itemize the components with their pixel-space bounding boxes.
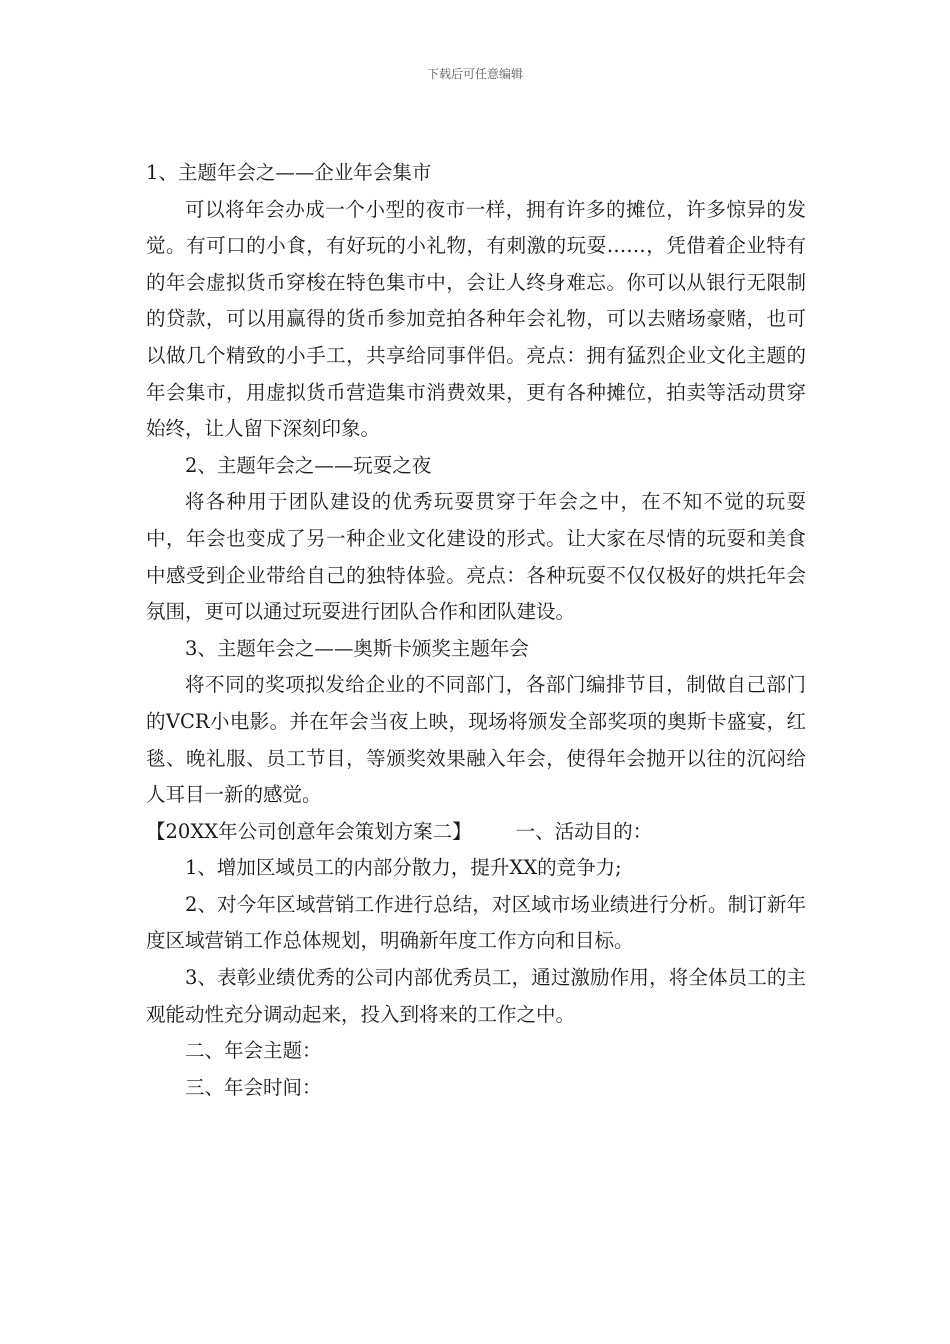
goal-3: 3、表彰业绩优秀的公司内部优秀员工，通过激励作用，将全体员工的主观能动性充分调动起来，投入到将来的工作之中。 bbox=[146, 966, 806, 1026]
goal-1: 1、增加区域员工的内部分散力，提升XX的竞争力; bbox=[185, 856, 622, 880]
section-1-paragraph: 可以将年会办成一个小型的夜市一样，拥有许多的摊位，许多惊异的发觉。有可口的小食，有好玩的小礼物，有刺激的玩耍……，凭借着企业特有的年会虚拟货币穿梭在特色集市中，会让人终身难忘。你可以从银行无限制的贷款，可以用赢得的货币参加竞拍各种年会礼物，可以去赌场豪赌，也可以做几个精致的小手工，共享给同事伴侣。亮点：拥有猛烈企业文化主题的年会集市，用虚拟货币营造集市消费效果，更有各种摊位，拍卖等活动贯穿始终，让人留下深刻印象。 bbox=[146, 197, 806, 441]
document-body bbox=[146, 155, 806, 1106]
time-heading: 三、年会时间： bbox=[185, 1075, 322, 1099]
section-3-paragraph: 将不同的奖项拟发给企业的不同部门，各部门编排节目，制做自己部门的VCR小电影。并在年会当夜上映，现场将颁发全部奖项的奥斯卡盛宴，红毯、晚礼服、员工节目，等颁奖效果融入年会，使得年会抛开以往的沉闷给人耳目一新的感觉。 bbox=[146, 673, 806, 807]
plan-two-line bbox=[146, 814, 806, 851]
section-1-heading: 1、主题年会之——企业年会集市 bbox=[146, 161, 432, 184]
section-2-heading: 2、主题年会之——玩耍之夜 bbox=[185, 453, 432, 477]
section-2-paragraph: 将各种用于团队建设的优秀玩耍贯穿于年会之中，在不知不觉的玩耍中，年会也变成了另一种企业文化建设的形式。让大家在尽情的玩耍和美食中感受到企业带给自己的独特体验。亮点：各种玩耍不仅仅极好的烘托年会氛围，更可以通过玩耍进行团队合作和团队建设。 bbox=[146, 490, 806, 624]
section-3-heading: 3、主题年会之——奥斯卡颁奖主题年会 bbox=[185, 636, 529, 660]
plan-two-title: 【20XX年公司创意年会策划方案二】 bbox=[146, 819, 472, 843]
goal-2: 2、对今年区域营销工作进行总结，对区域市场业绩进行分析。制订新年度区域营销工作总体规划，明确新年度工作方向和目标。 bbox=[146, 892, 806, 953]
page-header-note: 下载后可任意编辑 bbox=[426, 67, 523, 81]
purpose-heading: 一、活动目的： bbox=[515, 819, 653, 843]
theme-heading: 二、年会主题： bbox=[185, 1039, 322, 1063]
